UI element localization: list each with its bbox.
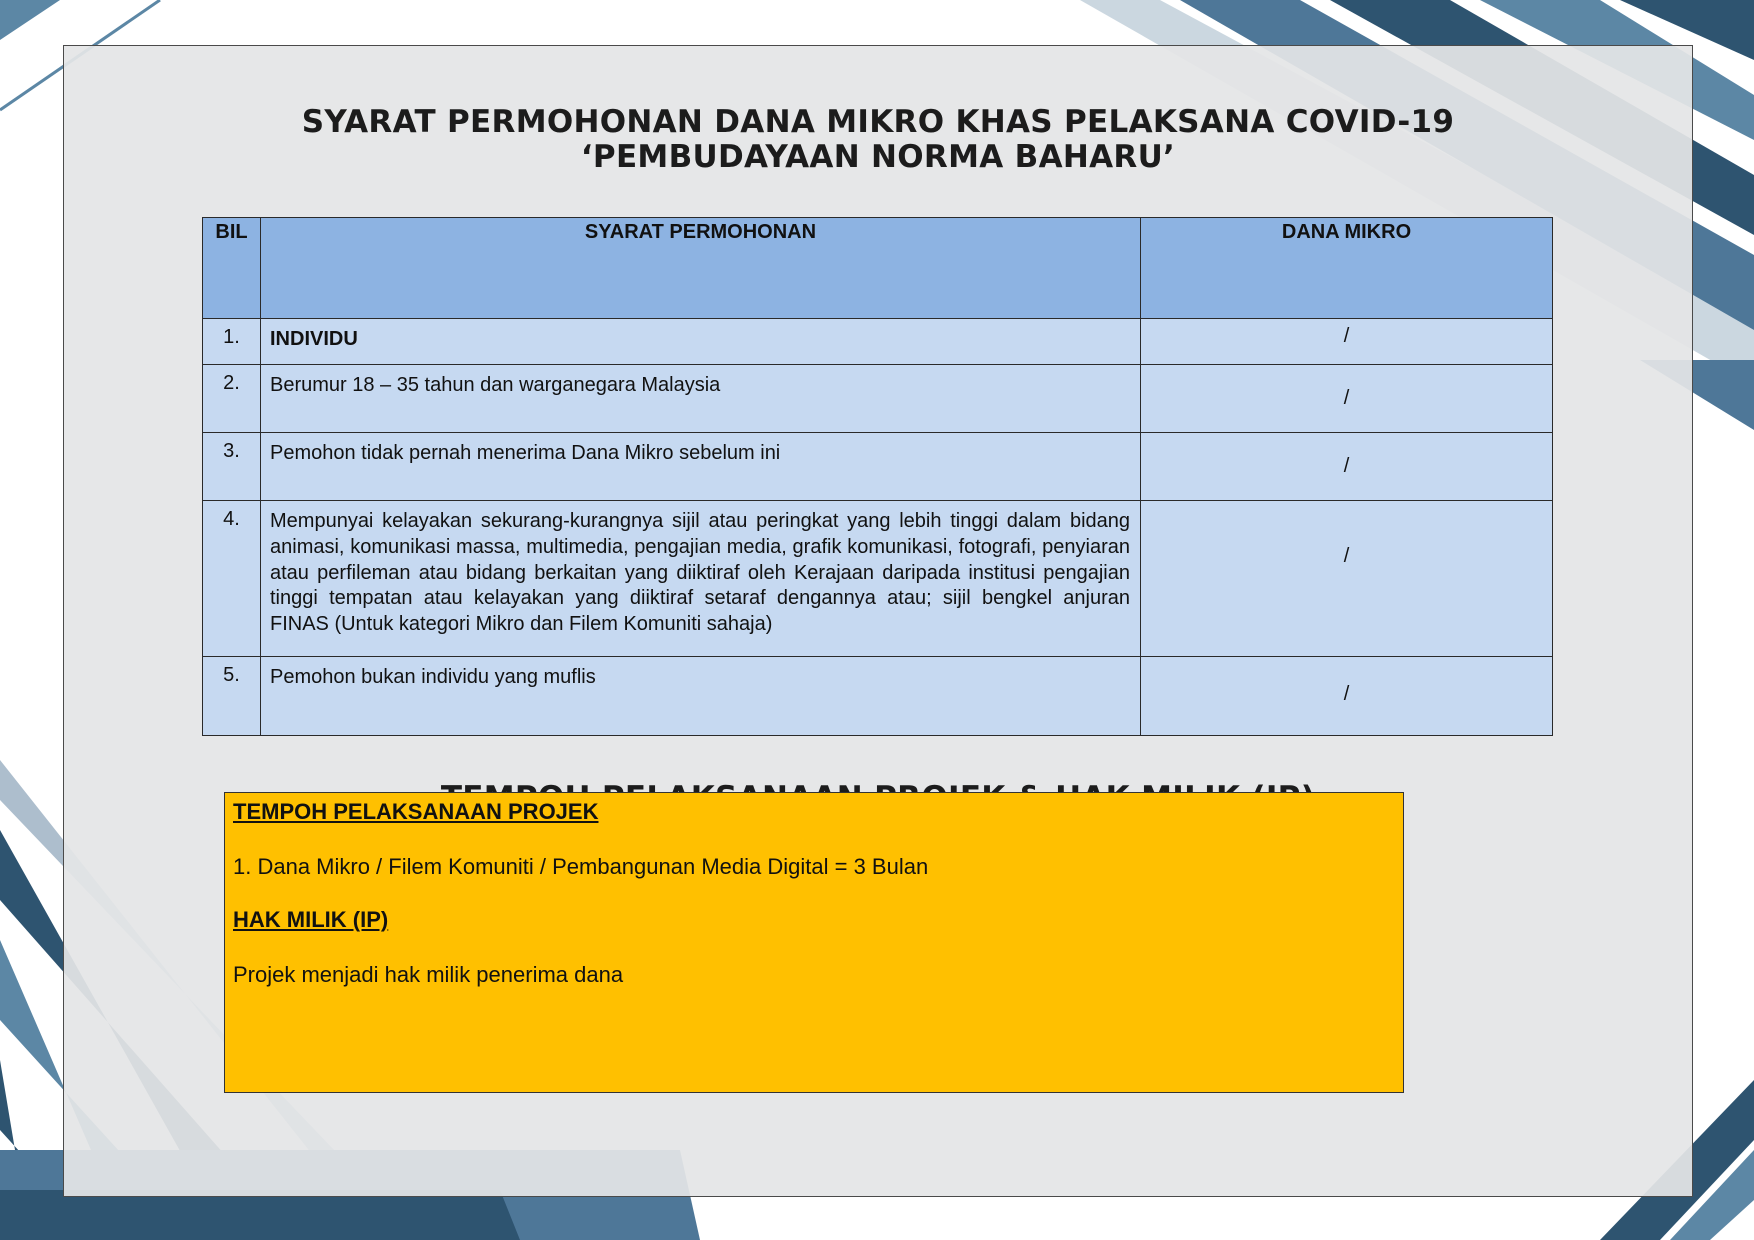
row-requirement: Pemohon tidak pernah menerima Dana Mikro sebelum ini xyxy=(261,433,1141,501)
column-header-syarat: SYARAT PERMOHONAN xyxy=(261,218,1141,319)
column-header-dana: DANA MIKRO xyxy=(1141,218,1553,319)
page-title: SYARAT PERMOHONAN DANA MIKRO KHAS PELAKSANA COVID-19 xyxy=(301,104,1455,140)
project-info-box xyxy=(224,792,1404,1093)
row-checkmark: / xyxy=(1141,657,1553,736)
column-header-bil: BIL xyxy=(203,218,261,319)
row-requirement: Mempunyai kelayakan sekurang-kurangnya sijil atau peringkat yang lebih tinggi dalam bidang animasi, komunikasi massa, multimedia, pengajian media, grafik komunikasi, fotografi, penyiaran atau perfileman atau bidang berkaitan yang diiktiraf oleh Kerajaan daripada institusi pengajian tinggi tempatan atau kelayakan yang diiktiraf setaraf dengannya atau; sijil bengkel anjuran FINAS (Untuk kategori Mikro dan Filem Komuniti sahaja) xyxy=(261,501,1141,657)
requirements-table xyxy=(202,217,1553,736)
period-heading: TEMPOH PELAKSANAAN PROJEK xyxy=(233,799,599,824)
row-requirement: Berumur 18 – 35 tahun dan warganegara Malaysia xyxy=(261,365,1141,433)
ip-heading: HAK MILIK (IP) xyxy=(233,907,389,932)
row-checkmark: / xyxy=(1141,365,1553,433)
row-number: 2. xyxy=(203,365,261,433)
table-row xyxy=(203,365,1553,433)
page-subtitle: ‘PEMBUDAYAAN NORMA BAHARU’ xyxy=(580,139,1176,175)
stripe xyxy=(0,1190,520,1240)
row-checkmark: / xyxy=(1141,501,1553,657)
table-header-row xyxy=(203,218,1553,319)
table-row xyxy=(203,433,1553,501)
row-number: 5. xyxy=(203,657,261,736)
row-number: 1. xyxy=(203,319,261,365)
row-number: 4. xyxy=(203,501,261,657)
row-requirement: INDIVIDU xyxy=(261,319,1141,365)
row-checkmark: / xyxy=(1141,319,1553,365)
row-requirement: Pemohon bukan individu yang muflis xyxy=(261,657,1141,736)
ip-text: Projek menjadi hak milik penerima dana xyxy=(233,962,624,987)
table-row xyxy=(203,319,1553,365)
stripe xyxy=(0,0,60,40)
row-number: 3. xyxy=(203,433,261,501)
row-checkmark: / xyxy=(1141,433,1553,501)
period-item: 1. Dana Mikro / Filem Komuniti / Pembangunan Media Digital = 3 Bulan xyxy=(233,854,929,879)
table-row xyxy=(203,657,1553,736)
table-row xyxy=(203,501,1553,657)
